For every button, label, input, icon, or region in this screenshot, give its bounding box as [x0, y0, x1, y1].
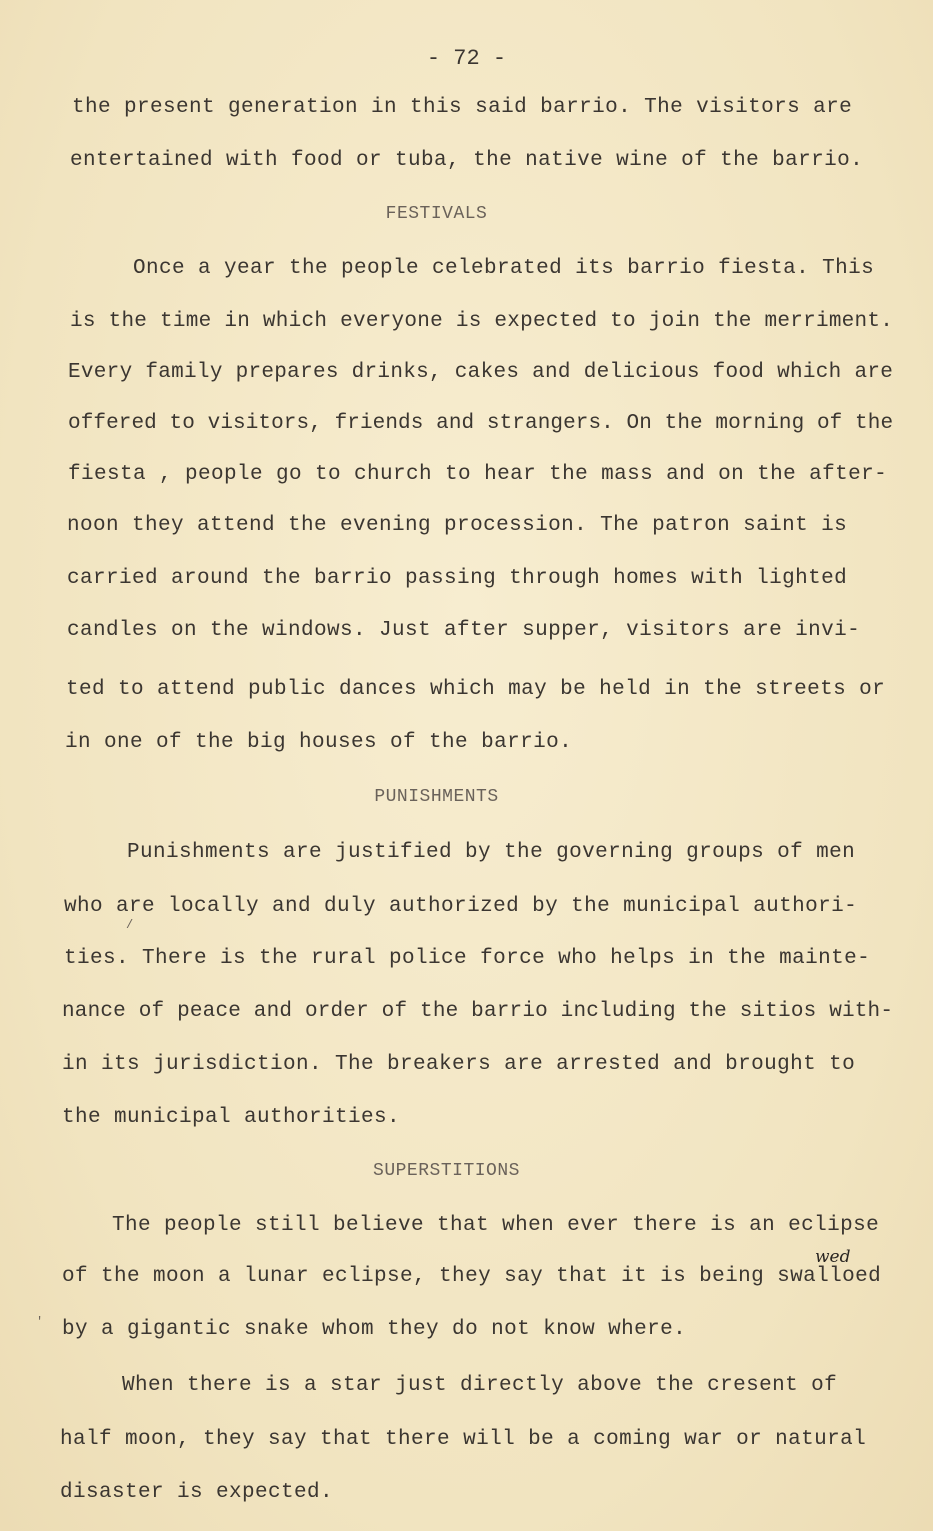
text-line: carried around the barrio passing through homes with lighted: [67, 567, 848, 590]
text-line: The people still believe that when ever there is an eclipse: [112, 1214, 880, 1237]
text-line: in one of the big houses of the barrio.: [65, 731, 573, 754]
text-line: ted to attend public dances which may be held in the streets or: [66, 678, 886, 701]
heading-superstitions: SUPERSTITIONS: [373, 1161, 520, 1181]
stray-mark: ': [36, 1315, 44, 1329]
text-line: in its jurisdiction. The breakers are arrested and brought to: [62, 1053, 856, 1076]
handwritten-correction: wed: [815, 1247, 851, 1267]
text-line: disaster is expected.: [60, 1481, 334, 1504]
text-line: half moon, they say that there will be a coming war or natural: [60, 1428, 867, 1451]
text-line: is the time in which everyone is expected to join the merriment.: [70, 310, 894, 333]
text-line: ties. There is the rural police force who helps in the mainte-: [64, 947, 871, 970]
text-line: candles on the windows. Just after supper, visitors are invi-: [67, 619, 861, 642]
text-line: of the moon a lunar eclipse, they say that it is being swalloed: [62, 1265, 882, 1288]
text-line: fiesta , people go to church to hear the mass and on the after-: [68, 463, 888, 486]
text-line: offered to visitors, friends and strangers. On the morning of the: [68, 412, 894, 435]
heading-punishments: PUNISHMENTS: [374, 787, 499, 807]
text-line: the municipal authorities.: [62, 1106, 401, 1129]
text-line: When there is a star just directly above the cresent of: [122, 1374, 838, 1397]
text-line: who are locally and duly authorized by the municipal authori-: [64, 895, 858, 918]
page-number: - 72 -: [426, 46, 507, 71]
text-line: noon they attend the evening procession. The patron saint is: [67, 514, 848, 537]
text-line: Every family prepares drinks, cakes and delicious food which are: [68, 361, 894, 384]
text-line: the present generation in this said barrio. The visitors are: [72, 96, 853, 119]
text-line: by a gigantic snake whom they do not know where.: [62, 1318, 687, 1341]
text-line: Punishments are justified by the governing groups of men: [127, 841, 856, 864]
heading-festivals: FESTIVALS: [385, 204, 488, 224]
text-line: Once a year the people celebrated its barrio fiesta. This: [133, 257, 875, 280]
stray-mark: /: [126, 918, 134, 932]
text-line: entertained with food or tuba, the native wine of the barrio.: [70, 149, 864, 172]
text-line: nance of peace and order of the barrio including the sitios with-: [62, 1000, 894, 1023]
